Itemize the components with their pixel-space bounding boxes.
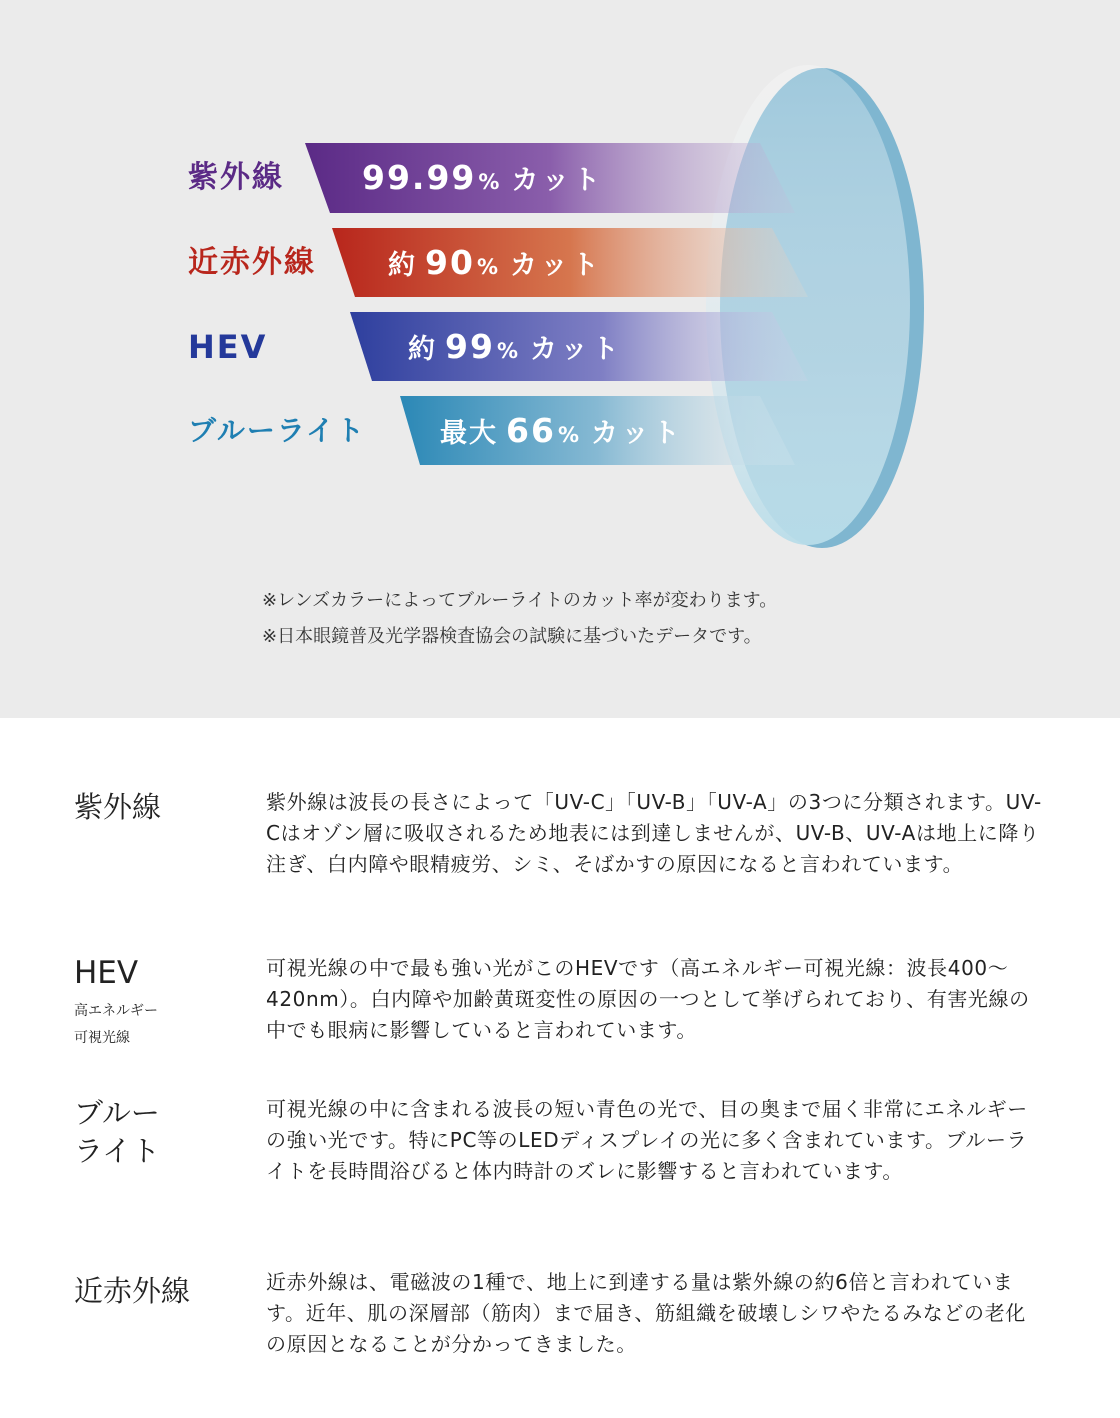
band-percent: % xyxy=(478,170,502,194)
band-number: 90 xyxy=(425,243,475,282)
band-label-bluelight: ブルーライト xyxy=(188,414,367,447)
band-value-hev xyxy=(408,312,623,388)
term-bluelight-line2: ライト xyxy=(74,1134,161,1168)
term-hev: HEV xyxy=(74,955,139,991)
band-cut: カット xyxy=(590,418,684,449)
note-lens-color: ※レンズカラーによってブルーライトのカット率が変わります。 xyxy=(262,590,778,611)
band-percent: % xyxy=(557,423,581,447)
band-percent: % xyxy=(476,255,500,279)
term-uv: 紫外線 xyxy=(74,790,162,824)
band-number: 99 xyxy=(445,327,495,366)
desc-hev: 可視光線の中で最も強い光がこのHEVです（高エネルギー可視光線：波長400〜420nm）。白内障や加齢黄斑変性の原因の一つとして挙げられており、有害光線の中でも眼病に影響していると言われています。 xyxy=(266,956,1030,1042)
band-percent: % xyxy=(496,339,520,363)
band-prefix: 最大 xyxy=(440,418,498,449)
band-value-nir xyxy=(388,228,603,304)
band-cut: カット xyxy=(511,165,605,196)
band-value-bluelight xyxy=(440,396,684,472)
term-hev-sub2: 可視光線 xyxy=(74,1030,130,1046)
band-cut: カット xyxy=(509,250,603,281)
band-number: 66 xyxy=(506,411,556,450)
desc-bluelight: 可視光線の中に含まれる波長の短い青色の光で、目の奥まで届く非常にエネルギーの強い光です。特にPC等のLEDディスプレイの光に多く含まれています。ブルーライトを長時間浴びると体内時計のズレに影響すると言われています。 xyxy=(266,1097,1028,1183)
term-hev-sub1: 高エネルギー xyxy=(74,1003,158,1019)
note-test-data: ※日本眼鏡普及光学器検査協会の試験に基づいたデータです。 xyxy=(262,626,762,647)
band-value-uv xyxy=(362,143,604,219)
lens-face xyxy=(706,65,910,545)
desc-nir: 近赤外線は、電磁波の1種で、地上に到達する量は紫外線の約6倍と言われています。近年、肌の深層部（筋肉）まで届き、筋組織を破壊しシワやたるみなどの老化の原因となることが分かってきました。 xyxy=(266,1270,1026,1356)
band-label-hev: HEV xyxy=(188,328,268,366)
band-cut: カット xyxy=(529,334,623,365)
term-nir: 近赤外線 xyxy=(74,1274,191,1308)
band-label-uv: 紫外線 xyxy=(188,160,284,195)
band-prefix: 約 xyxy=(408,334,437,365)
band-number: 99.99 xyxy=(362,158,477,197)
desc-uv: 紫外線は波長の長さによって「UV-C」「UV-B」「UV-A」の3つに分類されます。UV-Cはオゾン層に吸収されるため地表には到達しませんが、UV-B、UV-Aは地上に降り注ぎ、白内障や眼精疲労、シミ、そばかすの原因になると言われています。 xyxy=(266,790,1042,876)
term-bluelight-line1: ブルー xyxy=(74,1096,160,1130)
band-label-nir: 近赤外線 xyxy=(188,245,316,280)
band-prefix: 約 xyxy=(388,250,417,281)
